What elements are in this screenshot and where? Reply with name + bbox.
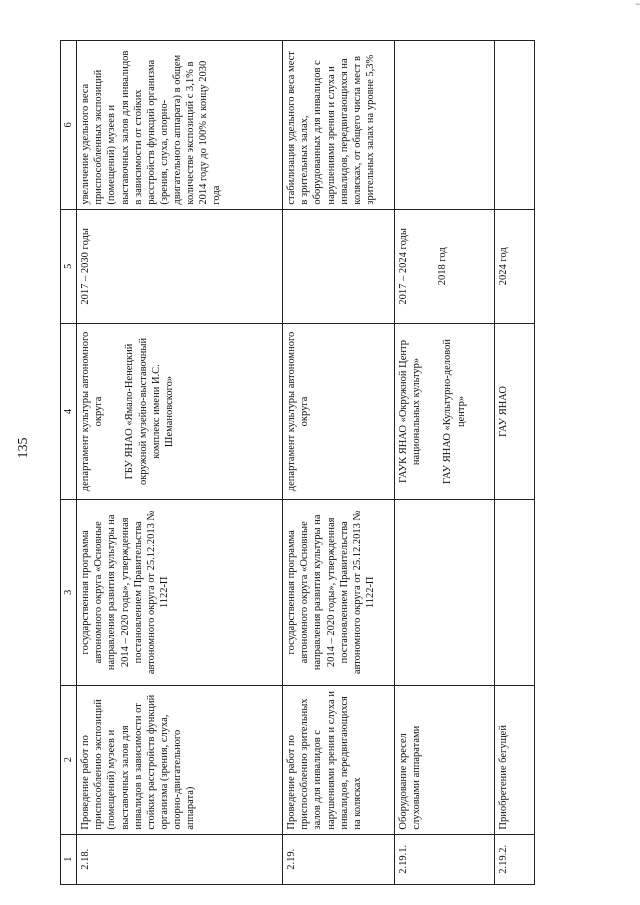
work-description: Проведение работ по приспособлению зрительных залов для инвалидов с нарушениями зрения и слуха и инвалидов, передвигающихся на колясках <box>283 685 395 834</box>
program-basis <box>395 499 495 685</box>
table-row <box>395 41 495 885</box>
program-basis: государственная программа автономного округа «Основные направления развития культуры на 2014 – 2020 годы», утвержденная постановлением Правительства автономного округа от 25.12.2013 № 1122-П <box>77 499 283 685</box>
rotated-table-page <box>60 40 620 885</box>
work-description: Проведение работ по приспособлению экспозиций (помещений) музеев и выставочных залов для инвалидов в зависимости от стойких расстройств функций организма (зрения, слуха, опорно-двигательного аппарата) <box>77 685 283 834</box>
executor-primary: департамент культуры автономного округа <box>286 331 311 492</box>
measures-table <box>60 40 535 885</box>
column-header: 6 <box>61 41 77 210</box>
program-basis <box>495 499 535 685</box>
expected-result: стабилизация удельного веса мест в зрительных залах, оборудованных для инвалидов с нарушениями зрения и слуха и инвалидов, передвигающихся на колясках, от общего числа мест в зрительных залах на уровне 5,3% <box>283 41 395 210</box>
executor <box>283 324 395 500</box>
page-number: 135 <box>16 437 31 459</box>
expected-result: увеличение удельного веса приспособленных экспозиций (помещений) музеев и выставочных залов для инвалидов в зависимости от стойких расстройств функций организма (зрения, слуха, опорно-двигательного аппарата) в общем количестве экспозиций с 3,1% в 2014 году до 100% к концу 2030 года <box>77 41 283 210</box>
term-secondary: 2018 год <box>437 247 449 286</box>
work-description: Оборудование кресел слуховыми аппаратами <box>395 685 495 834</box>
row-number: 2.19.1. <box>395 834 495 884</box>
column-header: 1 <box>61 834 77 884</box>
column-header: 3 <box>61 499 77 685</box>
row-number: 2.19. <box>283 834 395 884</box>
expected-result <box>495 41 535 210</box>
executor-secondary: ГБУ ЯНАО «Ямало-Ненецкий окружной музейно-выставочный комплекс имени И.С. Шемановского» <box>124 337 175 486</box>
executor-primary: департамент культуры автономного округа <box>80 331 105 492</box>
term <box>283 209 395 323</box>
program-basis: государственная программа автономного округа «Основные направления развития культуры на 2014 – 2020 годы», утвержденная постановлением Правительства автономного округа от 25.12.2013 № 1122-П <box>283 499 395 685</box>
executor <box>495 324 535 500</box>
term-primary: 2017 – 2024 годы <box>398 228 410 305</box>
expected-result <box>395 41 495 210</box>
term <box>395 209 495 323</box>
executor-secondary: ГАУ ЯНАО «Культурно-деловой центр» <box>442 339 467 484</box>
term: 2024 год <box>495 209 535 323</box>
table-row <box>495 41 535 885</box>
column-header: 5 <box>61 209 77 323</box>
work-description: Приобретение бегущей <box>495 685 535 834</box>
executor-primary: ГАУ ЯНАО <box>498 386 510 437</box>
executor <box>395 324 495 500</box>
table-row <box>77 41 283 885</box>
executor-primary: ГАУК ЯНАО «Окружной Центр национальных культур» <box>398 340 423 483</box>
row-number: 2.18. <box>77 834 283 884</box>
row-number: 2.19.2. <box>495 834 535 884</box>
table-header-row <box>61 41 77 885</box>
column-header: 2 <box>61 685 77 834</box>
term: 2017 – 2030 годы <box>77 209 283 323</box>
column-header: 4 <box>61 324 77 500</box>
corner-mark: ~ <box>635 0 640 9</box>
table-row <box>283 41 395 885</box>
executor <box>77 324 283 500</box>
